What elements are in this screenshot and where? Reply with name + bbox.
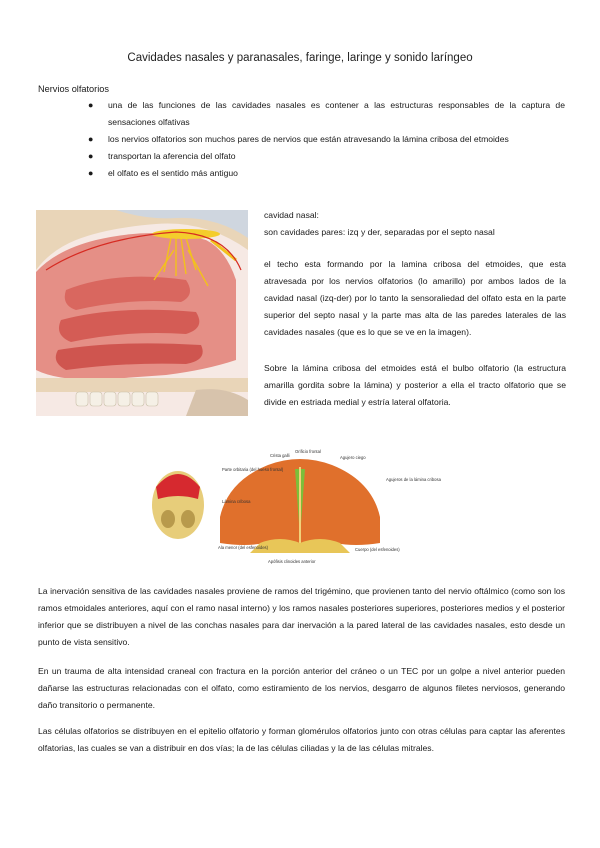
figure-label: Parte orbitaria (del hueso frontal): [222, 467, 284, 472]
figure-label: Orificio frontal: [295, 449, 321, 454]
figure-label: Agujero ciego: [340, 455, 366, 460]
nasal-cavity-heading: cavidad nasal: son cavidades pares: izq y der, separadas por el septo nasal: [264, 210, 495, 237]
paragraph: Sobre la lámina cribosa del etmoides está el bulbo olfatorio (la estructura amarilla gordita sobre la lámina) y posterior a ella el tracto olfatorio que se divide en estriada medial y estría lateral olfatoria.: [264, 363, 566, 407]
figure-label: Cuerpo (del esfenoides): [355, 547, 400, 552]
bullet-icon: ●: [88, 100, 94, 110]
bullet-icon: ●: [88, 168, 94, 178]
section-heading: Nervios olfatorios: [38, 84, 109, 94]
paragraph: Las células olfatorios se distribuyen en el epitelio olfatorio y forman glomérulos olfatorios junto con otras células para captar las aferentes olfatorias, las cuales se van a distribuir en dos vías; la de las células ciliadas y la de las células mitrales.: [38, 726, 565, 753]
paragraph: el techo esta formando por la lamina cribosa del etmoides, que esta atravesada por los nervios olfatorios (lo amarillo) por ambos lados de la cavidad nasal (izq-der) por lo tanto la sensoraliedad del olfato esta en la parte superior del septo nasal y la parte mas alta de las paredes laterales de las cavidades nasales (que es lo que se ve en la imagen).: [264, 259, 566, 337]
figure-label: Lámina cribosa: [222, 499, 251, 504]
paragraph: La inervación sensitiva de las cavidades nasales proviene de ramos del trigémino, que provienen tanto del nervio oftálmico (como son los ramos etmoidales anteriores, aquí con el ramo nasal interno) y los ramos nasales posteriores superiores, posteriores medios y el posterior inferior que se distribuyen a nivel de las conchas nasales para dar inervación a la pared lateral de las cavidades nasales, esto desde un punto de vista sensitivo.: [38, 586, 565, 647]
list-item: ● el olfato es el sentido más antiguo: [90, 165, 565, 182]
nasal-cavity-illustration: [36, 210, 248, 416]
list-item: ● una de las funciones de las cavidades nasales es contener a las estructuras responsables de la captura de sensaciones olfativas: [90, 97, 565, 131]
figure-label: Apófisis clinoides anterior: [268, 559, 316, 564]
cranial-fossa-illustration: [150, 447, 450, 567]
paragraph: En un trauma de alta intensidad craneal con fractura en la porción anterior del cráneo o un TEC por un golpe a nivel anterior pueden dañarse las estructuras relacionadas con el olfato, como estiramiento de los nervios, desgarro de algunos filetes nerviosos, generando daño transitorio o permanente.: [38, 666, 565, 710]
list-item: ● transportan la aferencia del olfato: [90, 148, 565, 165]
figure-label: Agujeros de la lámina cribosa: [386, 477, 441, 482]
list-item: ● los nervios olfatorios son muchos pares de nervios que están atravesando la lámina cribosa del etmoides: [90, 131, 565, 148]
page-title: Cavidades nasales y paranasales, faringe, laringe y sonido laríngeo: [127, 52, 473, 64]
bullet-icon: ●: [88, 134, 94, 144]
bullet-list: [90, 97, 565, 182]
figure-label: Ala menor (del esfenoides): [218, 545, 269, 550]
bullet-icon: ●: [88, 151, 94, 161]
figure-label: Crista galli: [270, 453, 290, 458]
